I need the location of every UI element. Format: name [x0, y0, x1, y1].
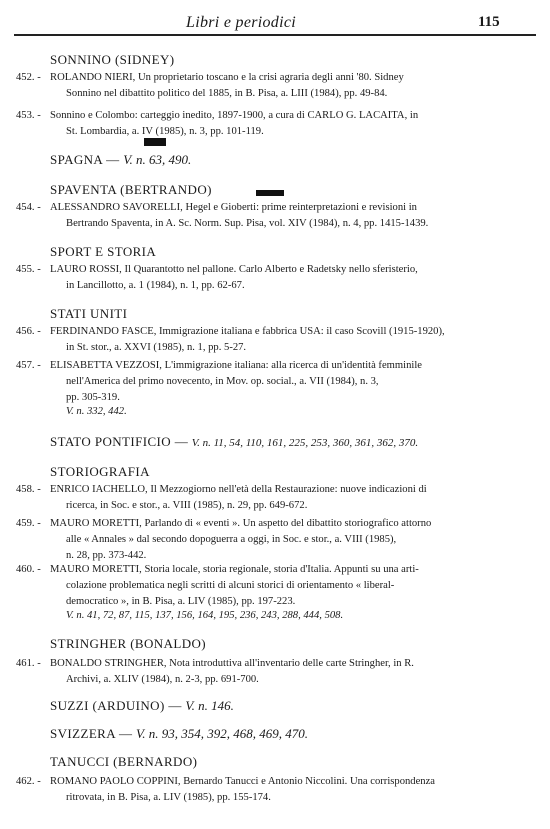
section-heading-spaventa: SPAVENTA (BERTRANDO): [50, 182, 212, 197]
section-heading-stringher: STRINGHER (BONALDO): [50, 636, 207, 651]
entry-line: MAURO MORETTI, Parlando di « eventi ». Un aspetto del dibattito storiografico attorno: [50, 518, 432, 529]
entry-line: ALESSANDRO SAVORELLI, Hegel e Gioberti: prime reinterpretazioni e revisioni in: [50, 202, 417, 213]
entry-number: 460. -: [16, 564, 41, 575]
page-number: 115: [478, 14, 500, 30]
entry-line: in St. stor., a. XXVI (1985), n. 1, pp. 5-27.: [66, 342, 247, 353]
section-heading-stati-uniti: STATI UNITI: [50, 306, 128, 321]
entry-number: 454. -: [16, 202, 41, 213]
section-heading-sonnino: SONNINO (SIDNEY): [50, 52, 175, 67]
ink-blot: [144, 138, 166, 146]
section-heading-sport: SPORT E STORIA: [50, 244, 157, 259]
entry-line: MAURO MORETTI, Storia locale, storia regionale, storia d'Italia. Appunti su una arti-: [50, 564, 419, 575]
entry-line: Sonnino e Colombo: carteggio inedito, 1897-1900, a cura di CARLO G. LACAITA, in: [50, 110, 419, 121]
entry-line: ricerca, in Soc. e stor., a. VIII (1985), n. 29, pp. 649-672.: [66, 500, 308, 511]
entry-line: pp. 305-319.: [66, 392, 120, 403]
section-heading-stato-pontificio: STATO PONTIFICIO — V. n. 11, 54, 110, 161, 225, 253, 360, 361, 362, 370.: [50, 434, 419, 449]
entry-number: 455. -: [16, 264, 41, 275]
header-rule: [14, 34, 536, 36]
section-heading-spagna: SPAGNA — V. n. 63, 490.: [50, 152, 192, 167]
section-heading-suzzi: SUZZI (ARDUINO) — V. n. 146.: [50, 698, 234, 713]
entry-line: alle « Annales » dal secondo dopoguerra a oggi, in Soc. e stor., a. VIII (1985),: [66, 534, 397, 545]
entry-line: ENRICO IACHELLO, Il Mezzogiorno nell'età della Restaurazione: nuove indicazioni di: [50, 484, 427, 495]
see-also-457: V. n. 332, 442.: [66, 406, 127, 417]
entry-number: 461. -: [16, 658, 41, 669]
entry-number: 457. -: [16, 360, 41, 371]
entry-line: Sonnino nel dibattito politico del 1885, in B. Pisa, a. LIII (1984), pp. 49-84.: [66, 88, 388, 99]
entry-line: FERDINANDO FASCE, Immigrazione italiana e fabbrica USA: il caso Scovill (1915-1920),: [50, 326, 445, 337]
entry-line: LAURO ROSSI, Il Quarantotto nel pallone. Carlo Alberto e Radetsky nello sferisterio,: [50, 264, 418, 275]
entry-line: colazione problematica negli scritti di alcuni storici di orientamento « liberal-: [66, 580, 395, 591]
see-also-460: V. n. 41, 72, 87, 115, 137, 156, 164, 195, 236, 243, 288, 444, 508.: [66, 610, 344, 621]
entry-line: BONALDO STRINGHER, Nota introduttiva all'inventario delle carte Stringher, in R.: [50, 658, 414, 669]
entry-line: democratico », in B. Pisa, a. LIV (1985), pp. 197-223.: [66, 596, 296, 607]
entry-line: n. 28, pp. 373-442.: [66, 550, 147, 561]
entry-line: ELISABETTA VEZZOSI, L'immigrazione italiana: alla ricerca di un'identità femminile: [50, 360, 422, 371]
entry-line: in Lancillotto, a. 1 (1984), n. 1, pp. 62-67.: [66, 280, 245, 291]
entry-line: ROLANDO NIERI, Un proprietario toscano e la crisi agraria degli anni '80. Sidney: [50, 72, 404, 83]
section-heading-tanucci: TANUCCI (BERNARDO): [50, 754, 198, 769]
section-heading-svizzera: SVIZZERA — V. n. 93, 354, 392, 468, 469, 470.: [50, 726, 309, 741]
entry-number: 458. -: [16, 484, 41, 495]
entry-line: ROMANO PAOLO COPPINI, Bernardo Tanucci e Antonio Niccolini. Una corrispondenza: [50, 776, 435, 787]
entry-number: 462. -: [16, 776, 41, 787]
entry-line: St. Lombardia, a. IV (1985), n. 3, pp. 101-119.: [66, 126, 264, 137]
entry-line: ritrovata, in B. Pisa, a. LIV (1985), pp. 155-174.: [66, 792, 271, 803]
entry-line: Archivi, a. XLIV (1984), n. 2-3, pp. 691-700.: [66, 674, 259, 685]
entry-line: Bertrando Spaventa, in A. Sc. Norm. Sup. Pisa, vol. XIV (1984), n. 4, pp. 1415-1439.: [66, 218, 429, 229]
ink-blot: [256, 190, 284, 196]
running-title: Libri e periodici: [186, 14, 296, 31]
entry-number: 456. -: [16, 326, 41, 337]
entry-number: 453. -: [16, 110, 41, 121]
entry-number: 452. -: [16, 72, 41, 83]
entry-number: 459. -: [16, 518, 41, 529]
entry-line: nell'America del primo novecento, in Mov. op. social., a. VII (1984), n. 3,: [66, 376, 379, 387]
section-heading-storiografia: STORIOGRAFIA: [50, 464, 150, 479]
